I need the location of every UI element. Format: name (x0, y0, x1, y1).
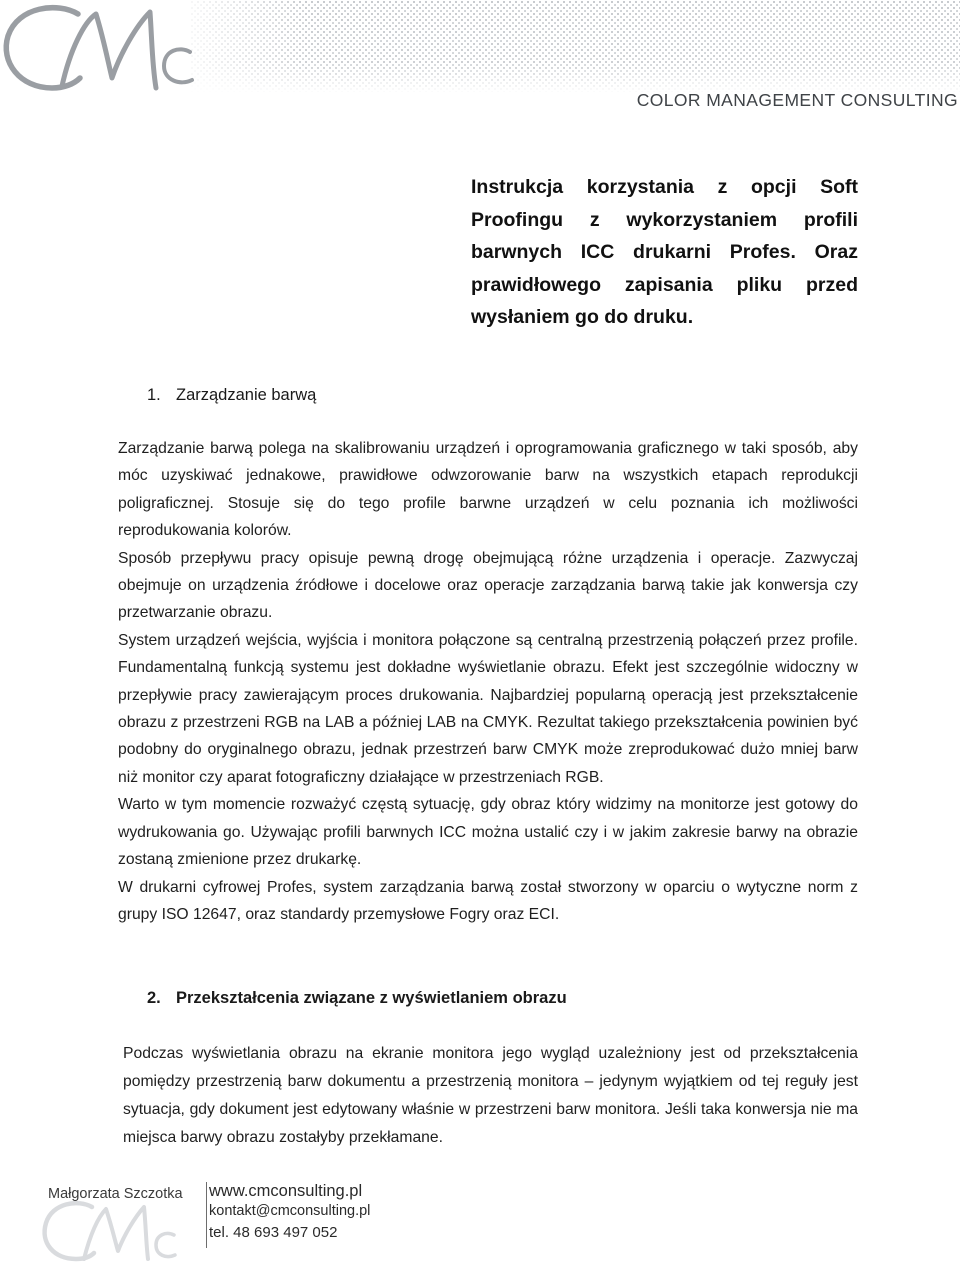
header-dot-pattern (190, 0, 960, 92)
footer-cmc-logo (40, 1195, 200, 1265)
footer-phone: tel. 48 693 497 052 (209, 1224, 338, 1241)
paragraph: Sposób przepływu pracy opisuje pewną drogę obejmującą różne urządzenia i operacje. Zazwyczaj obejmuje on urządzenia źródłowe i docelowe oraz operacje zarządzania barwą takie jak konwersja czy przetwarzanie obrazu. (118, 549, 858, 622)
paragraph: Warto w tym momencie rozważyć częstą sytuację, gdy obraz który widzimy na monitorze jest gotowy do wydrukowania go. Używając profili barwnych ICC można ustalić czy i w jakim zakresie barwy na obrazie zostaną zmienione przez drukarkę. (118, 796, 858, 869)
footer-email-link[interactable]: kontakt@cmconsulting.pl (209, 1203, 371, 1219)
paragraph: Zarządzanie barwą polega na skalibrowaniu urządzeń i oprogramowania graficznego w taki sposób, aby móc uzyskiwać jednakowe, prawidłowe odwzorowanie barw na wszystkich etapach reprodukcji poligraficznej. Stosuje się do tego profile barwne urządzeń w celu poznania ich możliwości reprodukowania kolorów. (118, 440, 858, 540)
section-title: Zarządzanie barwą (176, 386, 317, 404)
footer-website-link[interactable]: www.cmconsulting.pl (209, 1182, 363, 1200)
section-number: 1. (147, 386, 161, 404)
section-number: 2. (147, 989, 161, 1007)
section-body (118, 435, 858, 928)
cmc-logo (0, 0, 200, 100)
section-title: Przekształcenia związane z wyświetlaniem obrazu (176, 989, 567, 1007)
section-heading (147, 989, 567, 1008)
paragraph: System urządzeń wejścia, wyjścia i monitora połączone są centralną przestrzenią połączeń przez profile. Fundamentalną funkcją systemu jest dokładne wyświetlanie obrazu. Efekt jest szczególnie widoczny w przepływie pracy zawierającym proces drukowania. Najbardziej popularną operacją jest przekształcenie obrazu z przestrzeni RGB na LAB a później LAB na CMYK. Rezultat takiego przekształcenia powinien być podobny do oryginalnego obrazu, jednak przestrzeń barw CMYK może zreprodukować dużo mniej barw niż monitor czy aparat fotograficzny działające w przestrzeniach RGB. (118, 631, 858, 786)
section-body (123, 1040, 858, 1152)
section-heading (147, 386, 316, 405)
footer-name: Małgorzata Szczotka (48, 1186, 183, 1202)
paragraph: W drukarni cyfrowej Profes, system zarządzania barwą został stworzony w oparciu o wytyczne norm z grupy ISO 12647, oraz standardy przemysłowe Fogry oraz ECI. (118, 878, 858, 923)
paragraph: Podczas wyświetlania obrazu na ekranie monitora jego wygląd uzależniony jest od przekształcenia pomiędzy przestrzenią barw dokumentu a przestrzenią monitora – jedynym wyjątkiem od tej reguły jest sytuacja, gdy dokument jest edytowany właśnie w przestrzeni barw monitora. Jeśli taka konwersja nie ma miejsca barwy obrazu zostałyby przekłamane. (123, 1045, 858, 1146)
document-title: Instrukcja korzystania z opcji Soft Proofingu z wykorzystaniem profili barwnych ICC drukarni Profes. Oraz prawidłowego zapisania pliku przed wysłaniem go do druku. (471, 176, 858, 328)
brand-name: COLOR MANAGEMENT CONSULTING (636, 90, 958, 110)
footer-divider (206, 1182, 207, 1248)
